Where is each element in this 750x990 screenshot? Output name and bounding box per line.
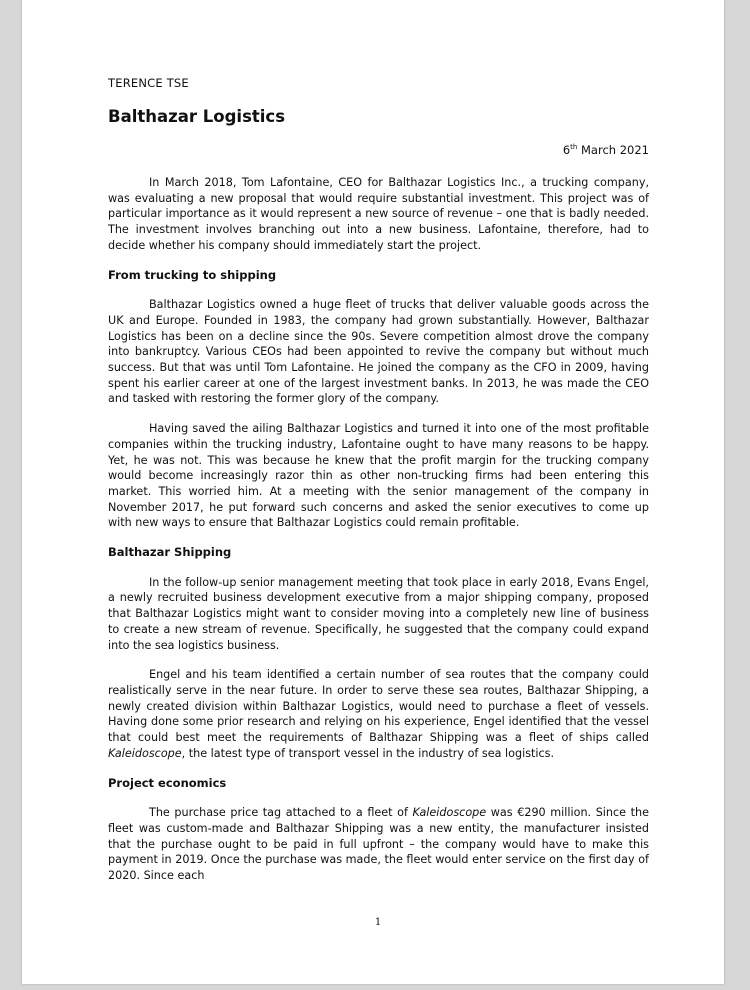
shipping-p2-text-a: Engel and his team identified a certain number of sea routes that the company could realistically serve in the near future. In order to serve these sea routes, Balthazar Shipping, a newly created division within Balthazar Logistics, would need to purchase a fleet of vessels. Having done some prior research and relying on his experience, Engel identified that the vessel that could best meet the requirements of Balthazar Shipping was a fleet of ships called: [108, 668, 649, 745]
trucking-paragraph-1: Balthazar Logistics owned a huge fleet of trucks that deliver valuable goods across the UK and Europe. Founded in 1983, the company had grown substantially. However, Balthazar Logistics has been on a decline since the 90s. Severe competition almost drove the company into bankruptcy. Various CEOs had been appointed to revive the company but without much success. But that was until Tom Lafontaine. He joined the company as the CFO in 2009, having spent his earlier career at one of the largest investment banks. In 2013, he was made the CEO and tasked with restoring the former glory of the company.: [108, 298, 649, 406]
shipping-paragraph-1: In the follow-up senior management meeting that took place in early 2018, Evans Engel, a newly recruited business development executive from a major shipping company, proposed that Balthazar Logistics might want to consider moving into a completely new line of business to create a new stream of revenue. Specifically, he suggested that the company could expand into the sea logistics business.: [108, 575, 649, 652]
date-suffix: th: [570, 143, 578, 152]
shipping-p2-text-b: , the latest type of transport vessel in the industry of sea logistics.: [181, 746, 555, 760]
intro-paragraph: In March 2018, Tom Lafontaine, CEO for Balthazar Logistics Inc., a trucking company, was evaluating a new proposal that would require substantial investment. This project was of particular importance as it would represent a new source of revenue – one that is badly needed. The investment involves branching out into a new business. Lafontaine, therefore, had to decide whether his company should immediately start the project.: [108, 176, 649, 252]
section-heading-shipping: Balthazar Shipping: [108, 545, 232, 560]
date-day: 6: [562, 143, 571, 157]
section-heading-economics: Project economics: [108, 775, 227, 790]
trucking-paragraph-2: Having saved the ailing Balthazar Logistics and turned it into one of the most profitable companies within the trucking industry, Lafontaine ought to have many reasons to be happy. Yet, he was not. This was because he knew that the profit margin for the trucking company would become increasingly razor thin as other non-trucking firms had been entering this market. This worried him. At a meeting with the senior management of the company in November 2017, he put forward such concerns and asked the senior executives to come up with new ways to ensure that Balthazar Logistics could remain profitable.: [108, 422, 649, 530]
section-heading-trucking: From trucking to shipping: [108, 267, 277, 282]
document-page: [22, 0, 724, 984]
shipping-paragraph-2: [108, 667, 649, 761]
vessel-name: Kaleidoscope: [108, 746, 182, 760]
vessel-name: Kaleidoscope: [412, 806, 487, 820]
economics-p1-text-a: The purchase price tag attached to a fleet of: [149, 806, 413, 820]
document-body: [108, 175, 649, 898]
document-title: Balthazar Logistics: [108, 107, 286, 126]
date-month-year: March 2021: [577, 143, 649, 157]
document-date: [563, 143, 649, 157]
author-name: TERENCE TSE: [108, 76, 189, 90]
economics-p1-text-b: was €290 million. Since the fleet was custom-made and Balthazar Shipping was a new entity, the manufacturer insisted that the purchase ought to be paid in full upfront – the company would have to make this payment in 2019. Once the purchase was made, the fleet would enter service on the first day of 2020. Since each: [108, 806, 649, 883]
economics-paragraph-1: [108, 805, 649, 884]
page-number: 1: [374, 917, 382, 928]
